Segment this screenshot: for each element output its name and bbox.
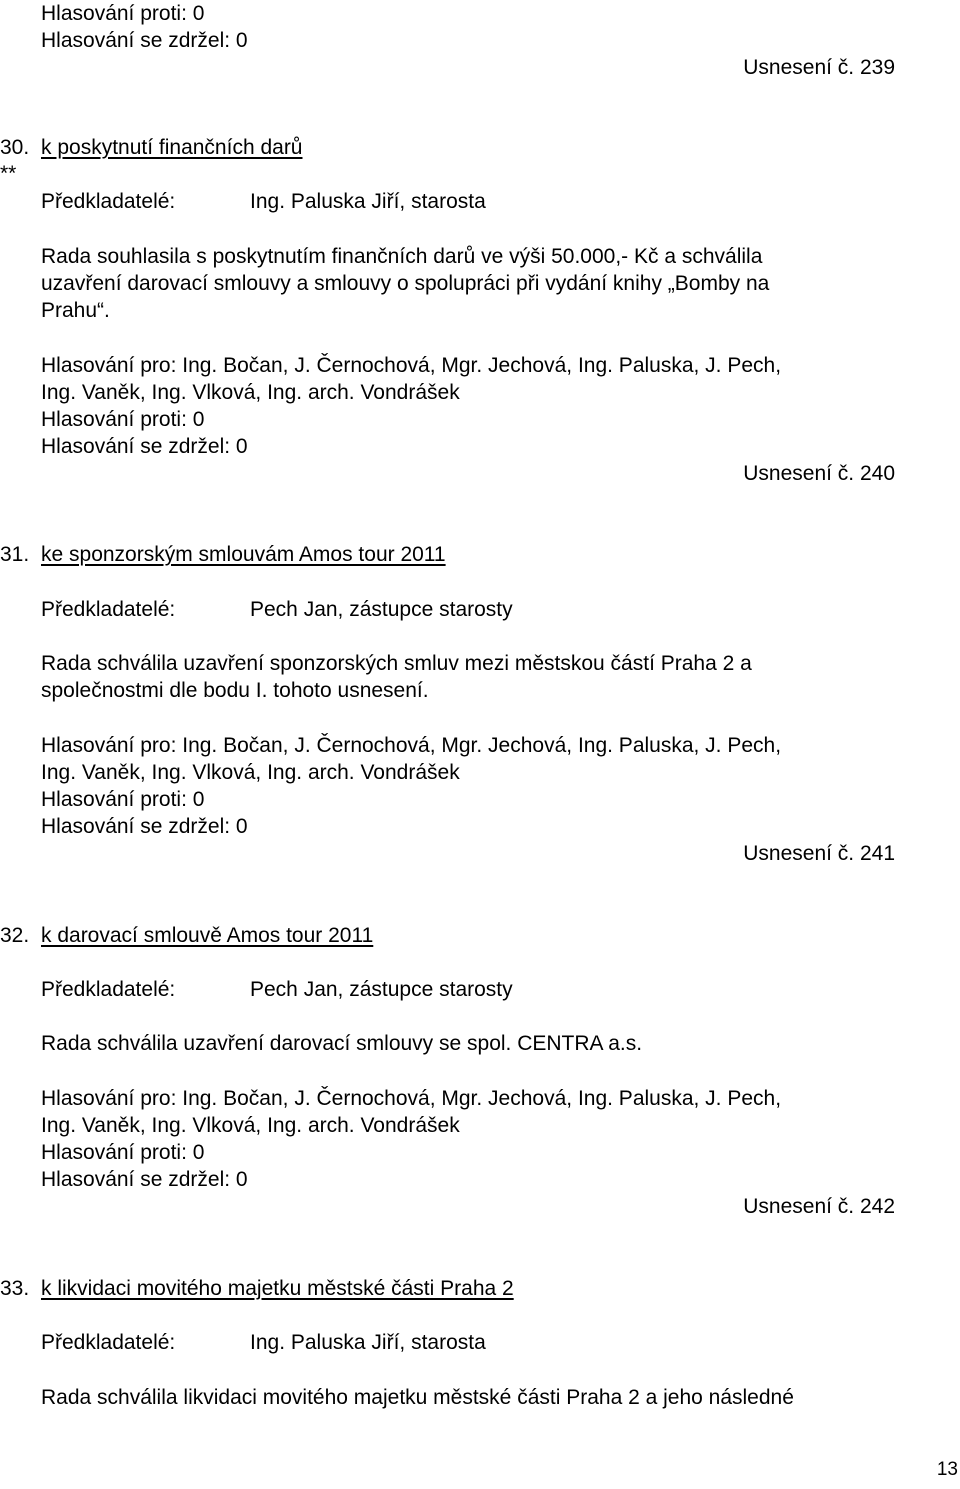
resolution-text-line: Rada schválila uzavření darovací smlouvy se spol. CENTRA a.s. [41,1032,643,1055]
resolution-number: Usnesení č. 242 [743,1195,895,1218]
item-title: k likvidaci movitého majetku městské části Praha 2 [41,1277,514,1300]
page-number: 13 [936,1459,958,1480]
resolution-number: Usnesení č. 240 [743,462,895,485]
item-title: k darovací smlouvě Amos tour 2011 [41,924,374,947]
vote-for-line: Hlasování pro: Ing. Bočan, J. Černochová, Mgr. Jechová, Ing. Paluska, J. Pech, [41,734,782,757]
vote-against: Hlasování proti: 0 [41,408,205,431]
resolution-number: Usnesení č. 239 [743,56,895,79]
vote-against: Hlasování proti: 0 [41,1141,205,1164]
vote-for-line: Hlasování pro: Ing. Bočan, J. Černochová, Mgr. Jechová, Ing. Paluska, J. Pech, [41,1087,782,1110]
proposer-label: Předkladatelé: [41,978,176,1001]
item-number: 33. [0,1277,30,1300]
vote-for-line: Hlasování pro: Ing. Bočan, J. Černochová, Mgr. Jechová, Ing. Paluska, J. Pech, [41,354,782,377]
resolution-text-line: uzavření darovací smlouvy a smlouvy o spolupráci při vydání knihy „Bomby na [41,272,770,295]
vote-against: Hlasování proti: 0 [41,788,205,811]
item-title: ke sponzorským smlouvám Amos tour 2011 [41,543,446,566]
item-number: 31. [0,543,30,566]
resolution-text-line: Rada schválila likvidaci movitého majetku městské části Praha 2 a jeho následné [41,1386,794,1409]
proposer-label: Předkladatelé: [41,1331,176,1354]
resolution-text-line: Rada souhlasila s poskytnutím finančních darů ve výši 50.000,- Kč a schválila [41,245,763,268]
resolution-number: Usnesení č. 241 [743,842,895,865]
resolution-text-line: Prahu“. [41,299,110,322]
proposer-name: Pech Jan, zástupce starosty [250,598,513,621]
item-title: k poskytnutí finančních darů [41,136,303,159]
proposer-name: Ing. Paluska Jiří, starosta [250,1331,486,1354]
proposer-name: Ing. Paluska Jiří, starosta [250,190,486,213]
vote-abstain: Hlasování se zdržel: 0 [41,29,248,52]
proposer-label: Předkladatelé: [41,598,176,621]
vote-for-line: Ing. Vaněk, Ing. Vlková, Ing. arch. Vondrášek [41,761,460,784]
item-number: 30. [0,136,30,159]
item-number: 32. [0,924,30,947]
vote-abstain: Hlasování se zdržel: 0 [41,1168,248,1191]
resolution-text-line: Rada schválila uzavření sponzorských smluv mezi městskou částí Praha 2 a [41,652,752,675]
proposer-name: Pech Jan, zástupce starosty [250,978,513,1001]
vote-against: Hlasování proti: 0 [41,2,205,25]
vote-abstain: Hlasování se zdržel: 0 [41,815,248,838]
proposer-label: Předkladatelé: [41,190,176,213]
vote-for-line: Ing. Vaněk, Ing. Vlková, Ing. arch. Vondrášek [41,1114,460,1137]
item-stars: ** [0,162,17,185]
vote-for-line: Ing. Vaněk, Ing. Vlková, Ing. arch. Vondrášek [41,381,460,404]
vote-abstain: Hlasování se zdržel: 0 [41,435,248,458]
resolution-text-line: společnostmi dle bodu I. tohoto usnesení. [41,679,429,702]
